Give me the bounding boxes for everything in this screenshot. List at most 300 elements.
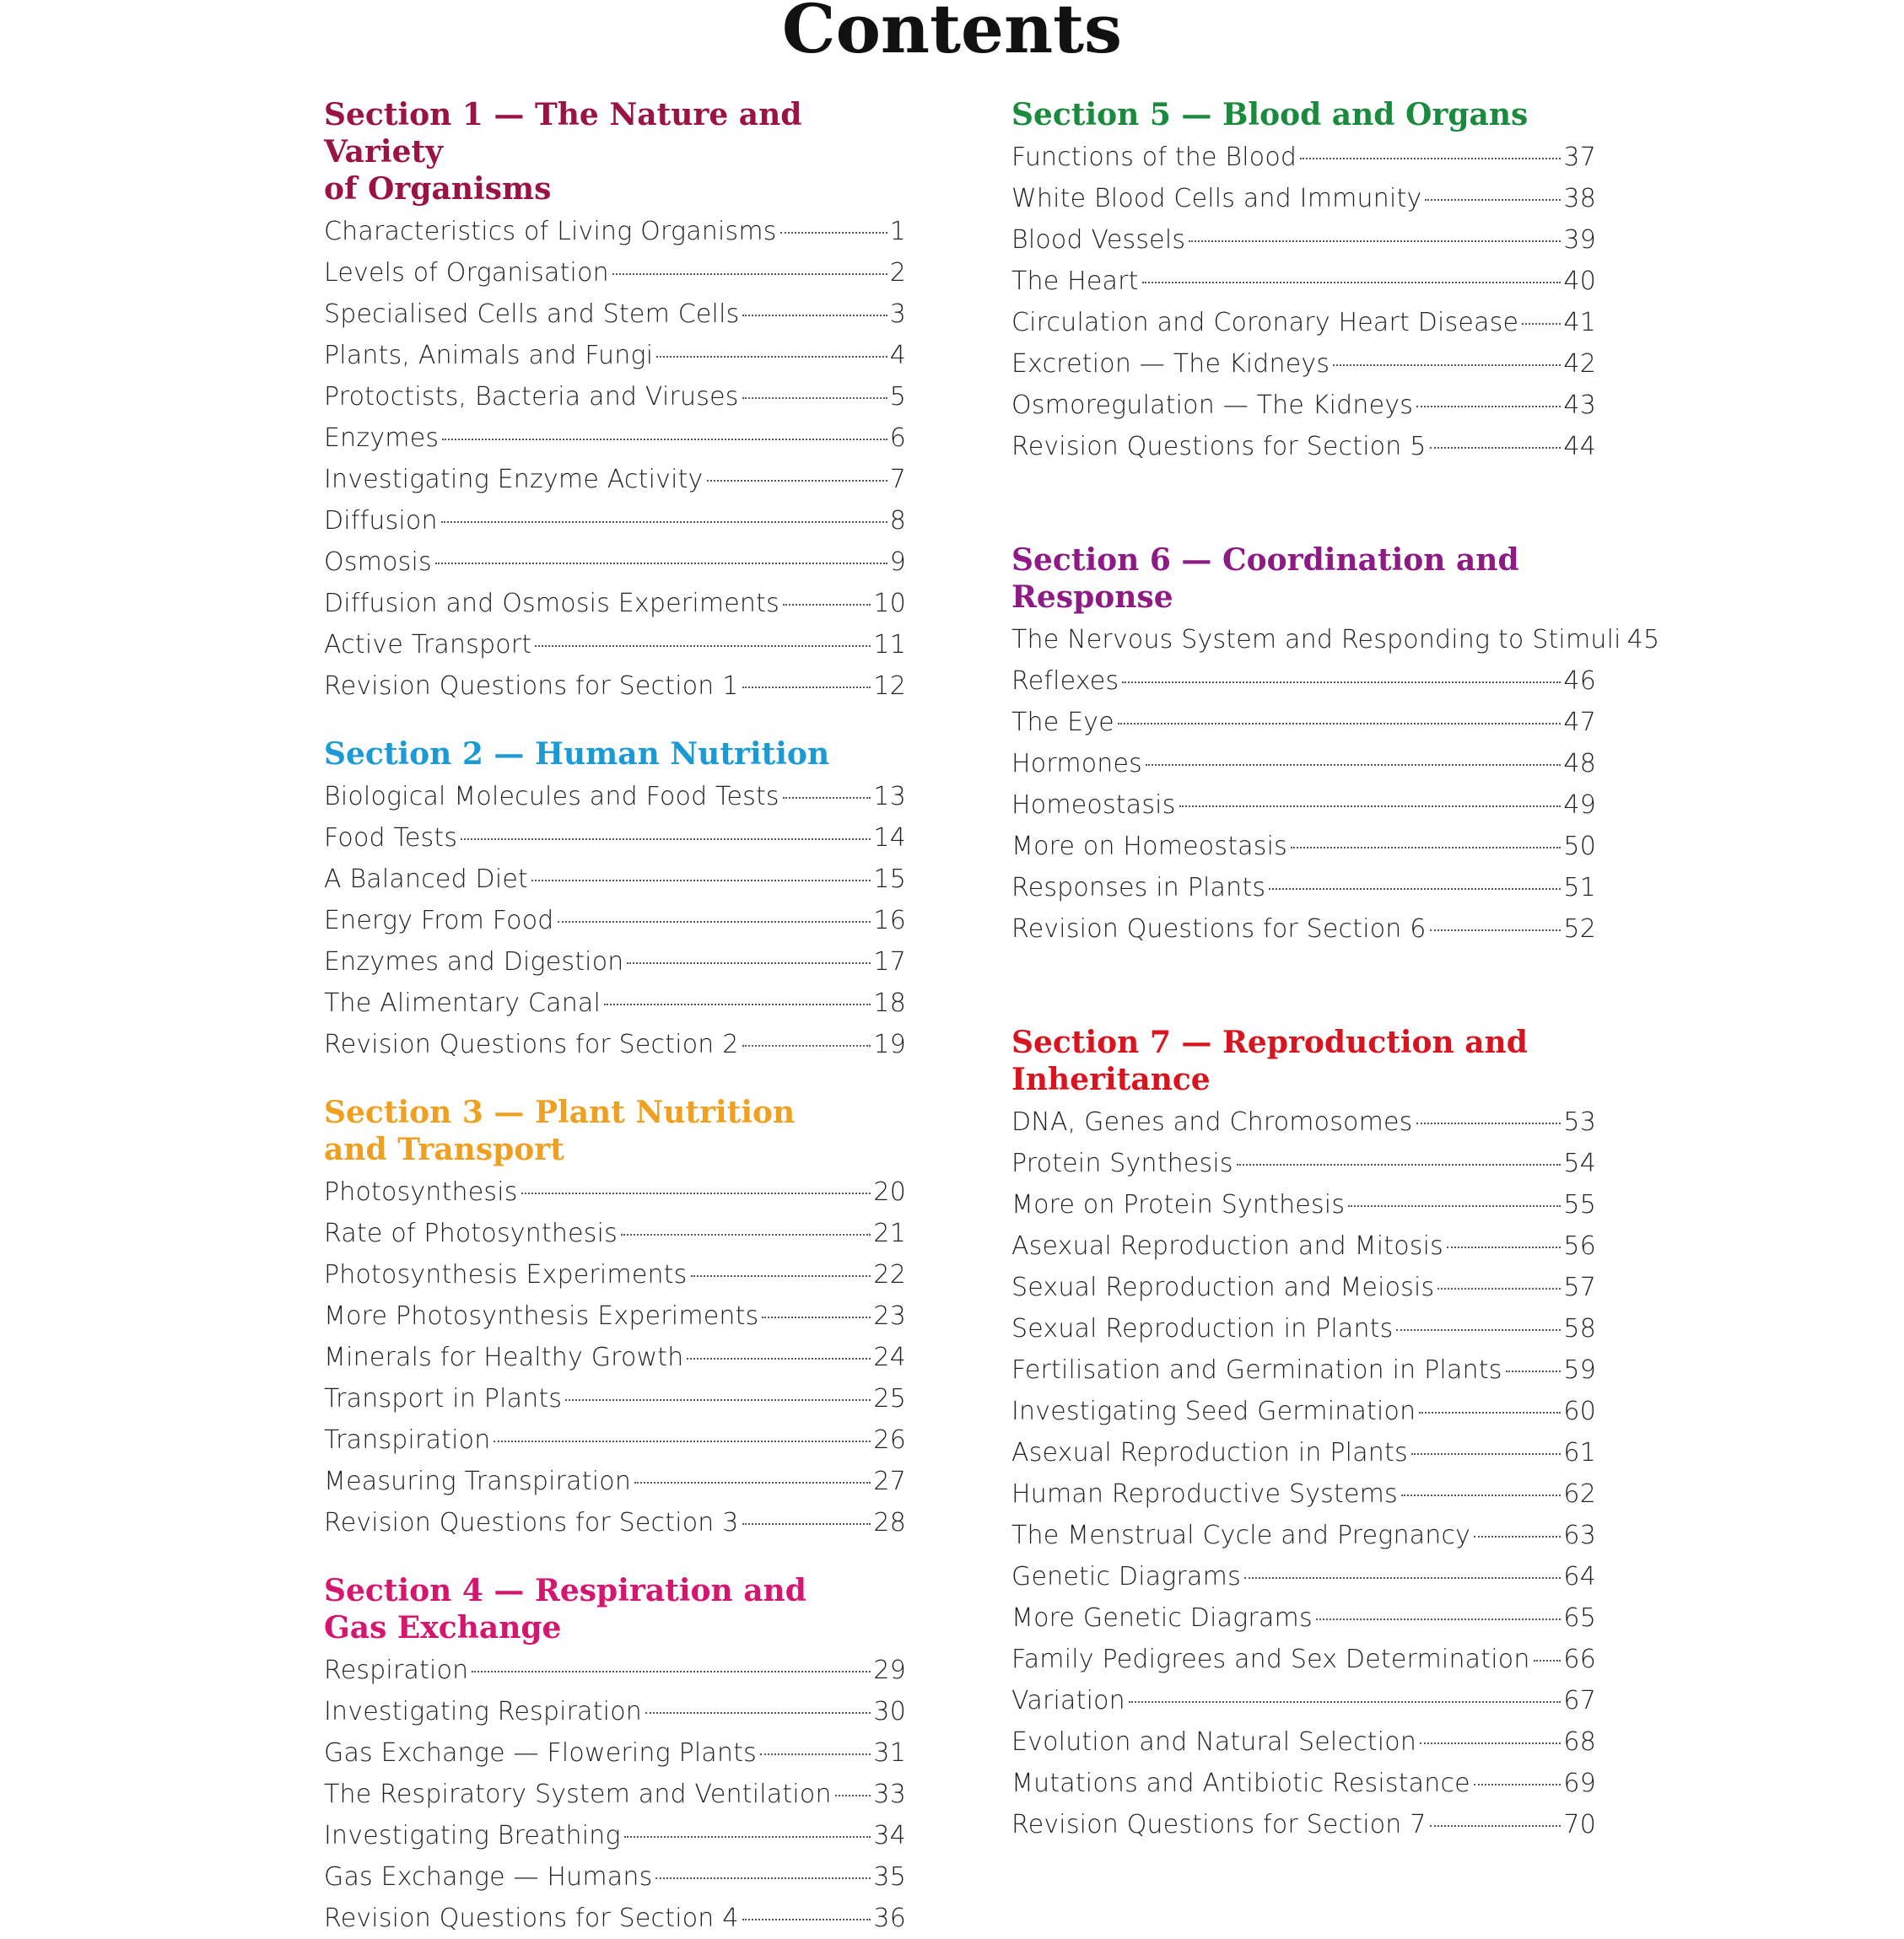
section-title-line: Response: [1011, 579, 1173, 615]
toc-entry[interactable]: [324, 1295, 906, 1337]
toc-entry-label: A Balanced Diet: [324, 864, 529, 894]
toc-entry[interactable]: [324, 941, 906, 983]
toc-entry-label: Biological Molecules and Food Tests: [324, 782, 779, 811]
section-spacer: [324, 707, 906, 735]
toc-entry-page-number: 14: [873, 823, 906, 853]
toc-entry-page-number: 15: [873, 864, 906, 894]
toc-entry-label: Investigating Enzyme Activity: [324, 465, 704, 494]
toc-entry-label: The Eye: [1011, 708, 1114, 737]
toc-entry-label: Photosynthesis Experiments: [324, 1260, 688, 1290]
section-title: [1011, 96, 1596, 133]
section: [324, 1094, 906, 1543]
toc-entry[interactable]: [1011, 660, 1596, 702]
toc-entry[interactable]: [1011, 702, 1596, 743]
toc-entry-page-number: 60: [1563, 1397, 1596, 1426]
dot-leader: [742, 687, 871, 688]
toc-entry-label: Food Tests: [324, 823, 458, 853]
dot-leader: [760, 1753, 871, 1755]
dot-leader: [1142, 282, 1561, 283]
dot-leader: [1430, 447, 1561, 449]
dot-leader: [1425, 199, 1561, 201]
toc-entry[interactable]: [1011, 1473, 1596, 1515]
toc-entry-label: DNA, Genes and Chromosomes: [1011, 1107, 1413, 1137]
toc-entry-label: Investigating Seed Germination: [1011, 1397, 1416, 1426]
toc-entry[interactable]: [324, 1691, 906, 1732]
toc-entry[interactable]: [324, 1774, 906, 1815]
toc-entry[interactable]: [1011, 1639, 1596, 1680]
dot-leader: [1244, 1577, 1561, 1579]
toc-entry-page-number: 20: [873, 1177, 906, 1207]
dot-leader: [645, 1712, 871, 1714]
toc-entry-label: Investigating Breathing: [324, 1821, 621, 1850]
toc-entry[interactable]: [1011, 219, 1596, 261]
toc-entry[interactable]: [324, 1856, 906, 1898]
toc-entry[interactable]: [1011, 1763, 1596, 1804]
toc-entry-page-number: 21: [873, 1219, 906, 1248]
toc-entry-label: Protoctists, Bacteria and Viruses: [324, 382, 739, 412]
toc-entry-page-number: 10: [873, 589, 906, 618]
dot-leader: [691, 1275, 871, 1277]
toc-entry[interactable]: [324, 1254, 906, 1295]
dot-leader: [1411, 1453, 1561, 1455]
toc-entry-page-number: 69: [1563, 1769, 1596, 1798]
dot-leader: [707, 480, 887, 482]
toc-entry-label: Measuring Transpiration: [324, 1467, 632, 1496]
toc-entry-page-number: 56: [1563, 1231, 1596, 1261]
toc-entry[interactable]: [324, 859, 906, 900]
section: [324, 735, 906, 1065]
toc-entry[interactable]: [1011, 385, 1596, 426]
dot-leader: [1189, 240, 1561, 242]
toc-entry-label: Osmoregulation — The Kidneys: [1011, 390, 1414, 420]
toc-entry-page-number: 33: [873, 1780, 906, 1809]
toc-entry-page-number: 13: [873, 782, 906, 811]
toc-entry-label: Levels of Organisation: [324, 258, 609, 288]
toc-entry[interactable]: [324, 1171, 906, 1213]
toc-entry[interactable]: [1011, 1101, 1596, 1143]
toc-entry-page-number: 17: [873, 947, 906, 977]
section-title: [324, 735, 906, 773]
toc-entry-page-number: 51: [1563, 873, 1596, 902]
toc-entry[interactable]: [1011, 1225, 1596, 1267]
dot-leader: [687, 1358, 871, 1360]
toc-entry-page-number: 44: [1563, 432, 1596, 461]
toc-entry-label: Investigating Respiration: [324, 1697, 642, 1726]
toc-entry-label: Revision Questions for Section 7: [1011, 1810, 1427, 1839]
toc-entry-label: Specialised Cells and Stem Cells: [324, 299, 740, 329]
toc-entry-page-number: 31: [873, 1738, 906, 1768]
toc-entry[interactable]: [324, 335, 906, 376]
toc-entry-page-number: 26: [873, 1425, 906, 1455]
dot-leader: [565, 1399, 871, 1401]
toc-entry-label: Plants, Animals and Fungi: [324, 341, 654, 370]
toc-entry-page-number: 12: [873, 671, 906, 701]
dot-leader: [655, 1877, 871, 1879]
toc-entry-label: The Heart: [1011, 267, 1139, 296]
toc-entry-label: Active Transport: [324, 630, 532, 660]
toc-entry[interactable]: [1011, 1432, 1596, 1473]
toc-entry[interactable]: [324, 900, 906, 941]
dot-leader: [442, 439, 887, 440]
toc-entry-label: Rate of Photosynthesis: [324, 1219, 618, 1248]
toc-entry-page-number: 8: [889, 506, 906, 536]
toc-entry[interactable]: [324, 459, 906, 500]
toc-entry-page-number: 39: [1563, 225, 1596, 255]
toc-entry[interactable]: [324, 252, 906, 294]
toc-entry-page-number: 59: [1563, 1355, 1596, 1385]
toc-entry-label: Revision Questions for Section 4: [324, 1904, 739, 1933]
toc-entry[interactable]: [324, 541, 906, 583]
toc-entry-label: Excretion — The Kidneys: [1011, 349, 1330, 379]
toc-entry-page-number: 40: [1563, 267, 1596, 296]
section-title-line: Section 3 — Plant Nutrition: [324, 1095, 796, 1130]
toc-entry[interactable]: [324, 1378, 906, 1419]
toc-entry[interactable]: [1011, 178, 1596, 219]
toc-entry-label: Diffusion and Osmosis Experiments: [324, 589, 779, 618]
toc-entry-page-number: 63: [1563, 1521, 1596, 1550]
toc-entry-label: Revision Questions for Section 6: [1011, 914, 1427, 944]
dot-leader: [1419, 1412, 1561, 1414]
toc-entry[interactable]: [324, 500, 906, 541]
toc-entry[interactable]: [324, 376, 906, 417]
toc-entry[interactable]: [1011, 784, 1596, 826]
toc-entry[interactable]: [324, 1650, 906, 1691]
toc-entry-label: Asexual Reproduction and Mitosis: [1011, 1231, 1443, 1261]
toc-entry-label: Blood Vessels: [1011, 225, 1186, 255]
dot-leader: [783, 604, 871, 606]
toc-entry-page-number: 67: [1563, 1686, 1596, 1715]
dot-leader: [441, 521, 887, 523]
dot-leader: [472, 1671, 871, 1672]
dot-leader: [624, 1836, 871, 1838]
toc-entry-page-number: 41: [1563, 308, 1596, 337]
section-title: [324, 1094, 906, 1168]
toc-entry-label: Revision Questions for Section 3: [324, 1508, 739, 1538]
dot-leader: [742, 1919, 871, 1920]
dot-leader: [1474, 1784, 1561, 1785]
toc-entry[interactable]: [324, 776, 906, 817]
toc-entry-page-number: 52: [1563, 914, 1596, 944]
toc-entry-label: Energy From Food: [324, 906, 554, 935]
toc-entry-page-number: 64: [1563, 1562, 1596, 1592]
toc-entry-page-number: 19: [873, 1030, 906, 1059]
toc-entry-label: The Nervous System and Responding to Stimuli: [1011, 625, 1621, 654]
toc-entry-page-number: 50: [1563, 832, 1596, 861]
toc-entry-page-number: 34: [873, 1821, 906, 1850]
dot-leader: [1122, 681, 1561, 683]
toc-entry-page-number: 68: [1563, 1727, 1596, 1757]
toc-entry-label: The Respiratory System and Ventilation: [324, 1780, 832, 1809]
section-title-line: Section 7 — Reproduction and: [1011, 1025, 1528, 1060]
dot-leader: [435, 563, 887, 564]
toc-entry[interactable]: [1011, 1184, 1596, 1225]
section: [1011, 541, 1660, 950]
toc-entry[interactable]: [1011, 1267, 1596, 1308]
dot-leader: [1316, 1619, 1561, 1620]
dot-leader: [627, 962, 871, 964]
dot-leader: [742, 397, 887, 399]
dot-leader: [1447, 1247, 1561, 1248]
toc-entry-page-number: 49: [1563, 790, 1596, 820]
toc-entry-page-number: 70: [1563, 1810, 1596, 1839]
toc-entry-page-number: 28: [873, 1508, 906, 1538]
dot-leader: [558, 921, 871, 923]
toc-entry[interactable]: [1011, 1680, 1596, 1721]
toc-entry-label: Enzymes: [324, 423, 440, 453]
toc-entry[interactable]: [1011, 302, 1596, 343]
dot-leader: [1420, 1742, 1561, 1744]
toc-entry-label: Diffusion: [324, 506, 438, 536]
section-title-line: of Organisms: [324, 171, 552, 207]
toc-entry-page-number: 47: [1563, 708, 1596, 737]
toc-entry-page-number: 38: [1563, 184, 1596, 213]
toc-entry[interactable]: [324, 1898, 906, 1939]
dot-leader: [1237, 1164, 1561, 1166]
toc-entry-label: Circulation and Coronary Heart Disease: [1011, 308, 1519, 337]
toc-entry-label: Protein Synthesis: [1011, 1149, 1233, 1178]
toc-entry-label: Family Pedigrees and Sex Determination: [1011, 1645, 1530, 1674]
toc-entry-page-number: 27: [873, 1467, 906, 1496]
toc-entry-page-number: 62: [1563, 1479, 1596, 1509]
toc-entry[interactable]: [1011, 426, 1596, 467]
toc-entry[interactable]: [1011, 1308, 1596, 1349]
dot-leader: [1474, 1536, 1561, 1538]
toc-entry-page-number: 1: [889, 217, 906, 246]
dot-leader: [762, 1317, 871, 1318]
dot-leader: [612, 273, 887, 275]
toc-entry[interactable]: [324, 294, 906, 335]
dot-leader: [1506, 1371, 1561, 1372]
toc-entry[interactable]: [324, 665, 906, 707]
toc-entry-page-number: 18: [873, 988, 906, 1018]
toc-entry-page-number: 35: [873, 1862, 906, 1892]
dot-leader: [1416, 1123, 1561, 1124]
toc-entry-page-number: 48: [1563, 749, 1596, 778]
section-title-line: Section 6 — Coordination and: [1011, 542, 1519, 578]
dot-leader: [1129, 1701, 1561, 1703]
dot-leader: [1396, 1329, 1561, 1331]
toc-entry-page-number: 6: [889, 423, 906, 453]
toc-entry-page-number: 61: [1563, 1438, 1596, 1468]
toc-entry-label: Gas Exchange — Flowering Plants: [324, 1738, 757, 1768]
toc-entry-page-number: 2: [889, 258, 906, 288]
toc-entry-label: Enzymes and Digestion: [324, 947, 624, 977]
section-title-line: Section 4 — Respiration and: [324, 1573, 806, 1608]
toc-entry-label: Human Reproductive Systems: [1011, 1479, 1398, 1509]
toc-entry-page-number: 3: [889, 299, 906, 329]
toc-entry-label: Fertilisation and Germination in Plants: [1011, 1355, 1502, 1385]
toc-entry-label: Characteristics of Living Organisms: [324, 217, 777, 246]
left-column: [324, 96, 906, 1939]
section-spacer: [1011, 467, 1596, 541]
dot-leader: [835, 1795, 871, 1796]
toc-entry[interactable]: [324, 211, 906, 252]
toc-entry[interactable]: [324, 1213, 906, 1254]
toc-entry[interactable]: [1011, 867, 1596, 908]
section-title: [1011, 541, 1596, 616]
dot-leader: [1291, 847, 1561, 848]
toc-entry-label: Evolution and Natural Selection: [1011, 1727, 1417, 1757]
toc-entry[interactable]: [324, 624, 906, 665]
toc-entry-page-number: 4: [889, 341, 906, 370]
toc-entry-label: White Blood Cells and Immunity: [1011, 184, 1422, 213]
dot-leader: [1416, 406, 1561, 407]
dot-leader: [742, 1523, 871, 1525]
toc-entry-page-number: 43: [1563, 390, 1596, 420]
toc-entry[interactable]: [324, 817, 906, 859]
toc-entry-label: More on Protein Synthesis: [1011, 1190, 1346, 1220]
toc-entry-page-number: 37: [1563, 143, 1596, 172]
toc-entry-label: Homeostasis: [1011, 790, 1176, 820]
toc-entry-page-number: 65: [1563, 1603, 1596, 1633]
dot-leader: [1430, 1825, 1561, 1827]
dot-leader: [1300, 158, 1561, 159]
dot-leader: [634, 1482, 871, 1484]
section: [324, 96, 906, 707]
toc-entry-label: Revision Questions for Section 2: [324, 1030, 739, 1059]
dot-leader: [521, 1193, 871, 1194]
toc-entry[interactable]: [324, 1461, 906, 1502]
toc-entry[interactable]: [324, 1024, 906, 1065]
toc-entry-page-number: 30: [873, 1697, 906, 1726]
section-title-line: Section 5 — Blood and Organs: [1011, 97, 1529, 132]
toc-entry-page-number: 22: [873, 1260, 906, 1290]
dot-leader: [1333, 364, 1561, 366]
toc-entry[interactable]: [324, 583, 906, 624]
dot-leader: [1146, 764, 1561, 766]
toc-entry[interactable]: [324, 1815, 906, 1856]
toc-entry-label: Minerals for Healthy Growth: [324, 1343, 684, 1372]
toc-entry[interactable]: [1011, 1804, 1596, 1845]
toc-entry-page-number: 46: [1563, 666, 1596, 696]
section-title-line: Gas Exchange: [324, 1610, 562, 1645]
toc-entry[interactable]: [1011, 743, 1596, 784]
toc-entry-label: The Alimentary Canal: [324, 988, 601, 1018]
toc-entry[interactable]: [1011, 619, 1660, 660]
toc-entry-page-number: 66: [1563, 1645, 1596, 1674]
section-title: [1011, 1024, 1596, 1098]
dot-leader: [1118, 723, 1561, 724]
section-title: [324, 1572, 906, 1646]
toc-entry-label: Photosynthesis: [324, 1177, 518, 1207]
dot-leader: [742, 1045, 871, 1047]
toc-entry-label: Revision Questions for Section 5: [1011, 432, 1427, 461]
toc-entry-label: Variation: [1011, 1686, 1125, 1715]
dot-leader: [1401, 1495, 1561, 1496]
toc-entry-page-number: 23: [873, 1301, 906, 1331]
toc-entry[interactable]: [1011, 343, 1596, 385]
toc-entry[interactable]: [324, 983, 906, 1024]
dot-leader: [1179, 805, 1561, 807]
toc-entry-label: Transpiration: [324, 1425, 491, 1455]
section: [1011, 1024, 1596, 1845]
toc-entry-label: Asexual Reproduction in Plants: [1011, 1438, 1408, 1468]
dot-leader: [531, 880, 871, 881]
toc-entry-label: Respiration: [324, 1656, 469, 1685]
toc-entry[interactable]: [324, 1732, 906, 1774]
toc-entry-page-number: 55: [1563, 1190, 1596, 1220]
toc-entry-page-number: 25: [873, 1384, 906, 1414]
toc-entry-label: Reflexes: [1011, 666, 1119, 696]
dot-leader: [1430, 929, 1561, 931]
dot-leader: [1522, 323, 1561, 325]
toc-entry[interactable]: [1011, 1515, 1596, 1556]
section-title-line: Section 2 — Human Nutrition: [324, 736, 830, 772]
toc-entry[interactable]: [1011, 1556, 1596, 1597]
toc-entry-label: More Genetic Diagrams: [1011, 1603, 1313, 1633]
toc-entry-page-number: 16: [873, 906, 906, 935]
dot-leader: [1348, 1205, 1561, 1207]
dot-leader: [780, 232, 887, 234]
section: [1011, 96, 1596, 467]
section: [324, 1572, 906, 1939]
dot-leader: [535, 645, 871, 647]
toc-entry-page-number: 57: [1563, 1273, 1596, 1302]
dot-leader: [1534, 1660, 1561, 1662]
toc-entry[interactable]: [324, 1502, 906, 1543]
toc-entry[interactable]: [1011, 826, 1596, 867]
toc-entry[interactable]: [1011, 261, 1596, 302]
toc-entry-page-number: 58: [1563, 1314, 1596, 1344]
toc-entry-label: The Menstrual Cycle and Pregnancy: [1011, 1521, 1471, 1550]
toc-entry-label: Functions of the Blood: [1011, 143, 1297, 172]
dot-leader: [604, 1004, 871, 1005]
toc-entry-page-number: 36: [873, 1904, 906, 1933]
section-spacer: [324, 1065, 906, 1094]
section-title-line: Inheritance: [1011, 1062, 1211, 1097]
toc-entry-label: Hormones: [1011, 749, 1142, 778]
toc-entry-label: Gas Exchange — Humans: [324, 1862, 653, 1892]
section-spacer: [1011, 950, 1596, 1024]
toc-entry-label: Genetic Diagrams: [1011, 1562, 1241, 1592]
section-spacer: [324, 1543, 906, 1572]
toc-entry-label: Responses in Plants: [1011, 873, 1266, 902]
dot-leader: [461, 838, 871, 840]
toc-entry-label: Sexual Reproduction in Plants: [1011, 1314, 1394, 1344]
toc-entry-page-number: 42: [1563, 349, 1596, 379]
toc-entry[interactable]: [1011, 1391, 1596, 1432]
page-title: Contents: [781, 0, 1123, 68]
toc-entry-page-number: 54: [1563, 1149, 1596, 1178]
dot-leader: [494, 1441, 871, 1442]
toc-entry[interactable]: [1011, 1143, 1596, 1184]
toc-entry-label: More on Homeostasis: [1011, 832, 1287, 861]
toc-entry[interactable]: [1011, 1349, 1596, 1391]
toc-entry-page-number: 29: [873, 1656, 906, 1685]
toc-entry[interactable]: [1011, 137, 1596, 178]
dot-leader: [742, 315, 887, 316]
toc-entry-page-number: 9: [889, 547, 906, 577]
toc-entry[interactable]: [1011, 908, 1596, 950]
toc-entry-page-number: 7: [889, 465, 906, 494]
dot-leader: [656, 356, 887, 358]
right-column: [1011, 96, 1660, 1845]
dot-leader: [783, 797, 871, 799]
toc-entry-label: More Photosynthesis Experiments: [324, 1301, 759, 1331]
toc-entry[interactable]: [324, 1337, 906, 1378]
section-title: [324, 96, 906, 207]
section-title-line: and Transport: [324, 1132, 564, 1167]
toc-entry[interactable]: [1011, 1597, 1596, 1639]
toc-entry-page-number: 53: [1563, 1107, 1596, 1137]
section-title-line: Section 1 — The Nature and Variety: [324, 97, 802, 170]
dot-leader: [621, 1234, 871, 1236]
toc-entry-page-number: 45: [1626, 625, 1660, 654]
toc-entry[interactable]: [324, 1419, 906, 1461]
toc-entry[interactable]: [324, 417, 906, 459]
toc-entry[interactable]: [1011, 1721, 1596, 1763]
toc-entry-page-number: 5: [889, 382, 906, 412]
